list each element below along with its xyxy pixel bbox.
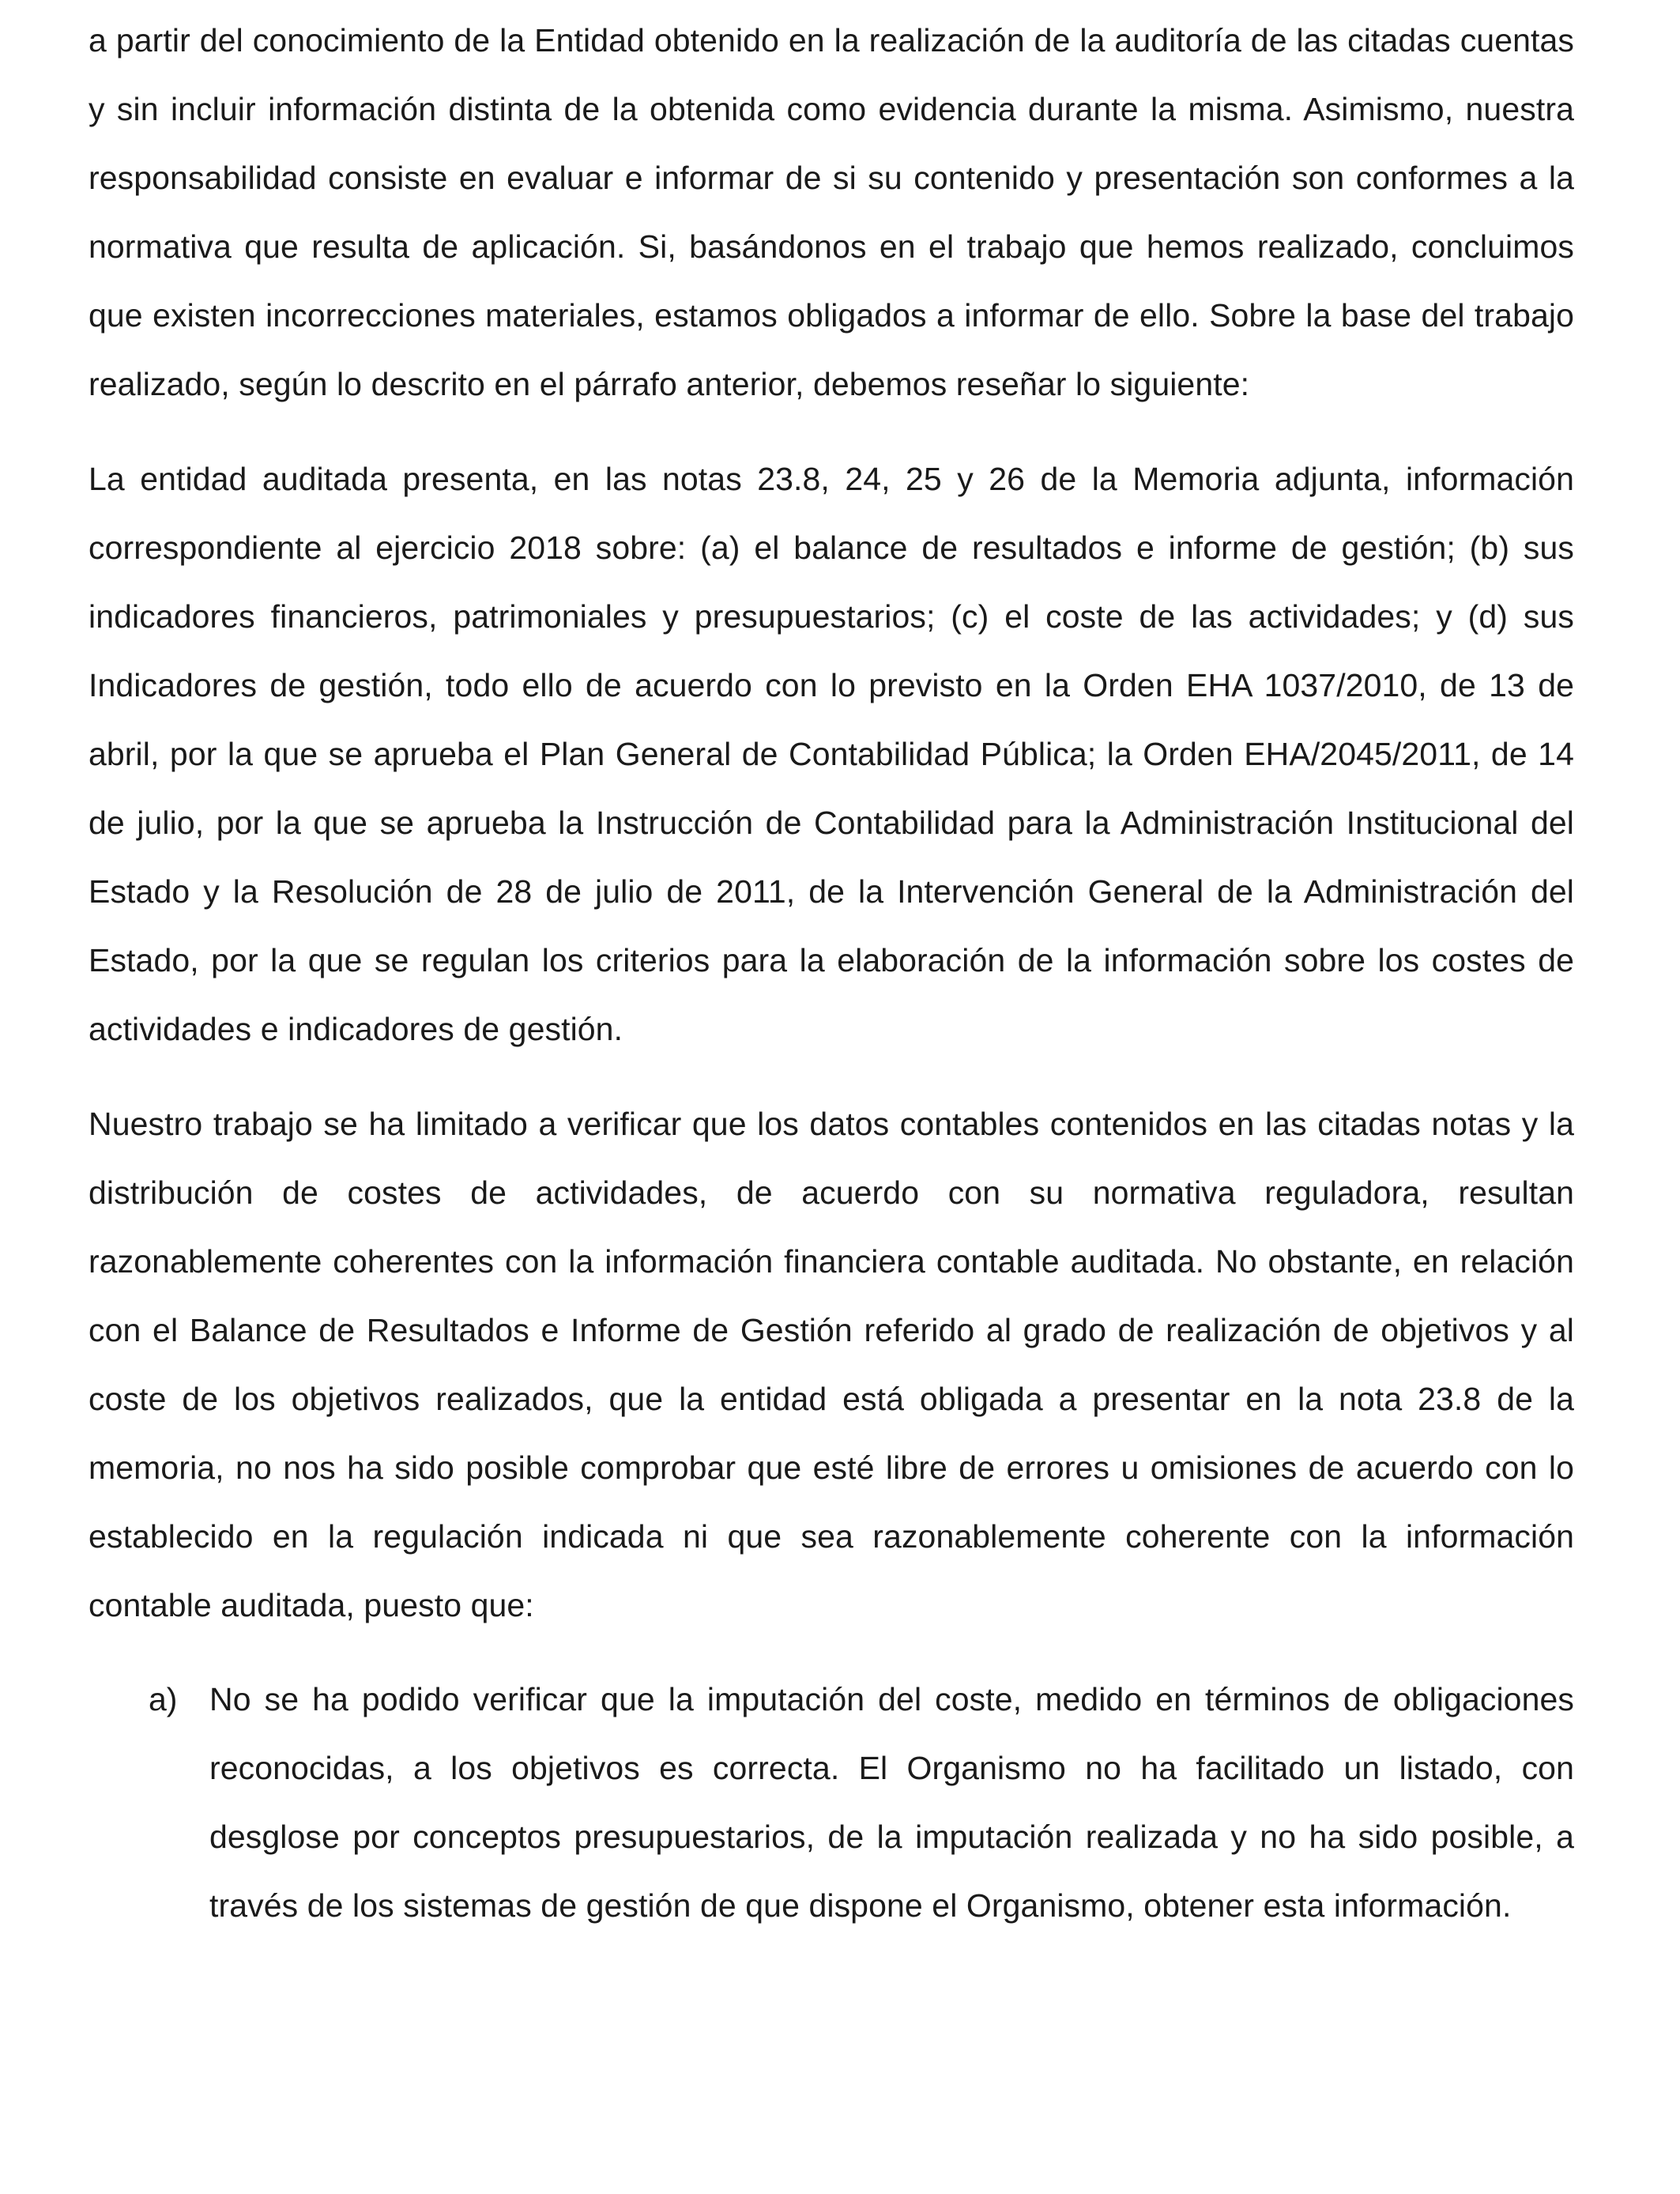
- paragraph-management-indicators: La entidad auditada presenta, en las notas 23.8, 24, 25 y 26 de la Memoria adjunta, información correspondiente al ejercicio 2018 sobre: (a) el balance de resultados e informe de gestión; (b) sus indicadores financieros, patrimoniales y presupuestarios; (c) el coste de las actividades; y (d) sus Indicadores de gestión, todo ello de acuerdo con lo previsto en la Orden EHA 1037/2010, de 13 de abril, por la que se aprueba el Plan General de Contabilidad Pública; la Orden EHA/2045/2011, de 14 de julio, por la que se aprueba la Instrucción de Contabilidad para la Administración Institucional del Estado y la Resolución de 28 de julio de 2011, de la Intervención General de la Administración del Estado, por la que se regulan los criterios para la elaboración de la información sobre los costes de actividades e indicadores de gestión.: [89, 461, 1574, 1047]
- list-item-text: No se ha podido verificar que la imputación del coste, medido en términos de obligaciones reconocidas, a los objetivos es correcta. El Organismo no ha facilitado un listado, con desglose por conceptos presupuestarios, de la imputación realizada y no ha sido posible, a través de los sistemas de gestión de que dispone el Organismo, obtener esta información.: [209, 1681, 1574, 1924]
- findings-list: [89, 1665, 1574, 1940]
- list-marker: a): [149, 1681, 178, 1717]
- paragraph-scope-limitation: Nuestro trabajo se ha limitado a verificar que los datos contables contenidos en las citadas notas y la distribución de costes de actividades, de acuerdo con su normativa reguladora, resultan razonablemente coherentes con la información financiera contable auditada. No obstante, en relación con el Balance de Resultados e Informe de Gestión referido al grado de realización de objetivos y al coste de los objetivos realizados, que la entidad está obligada a presentar en la nota 23.8 de la memoria, no nos ha sido posible comprobar que esté libre de errores u omisiones de acuerdo con lo establecido en la regulación indicada ni que sea razonablemente coherente con la información contable auditada, puesto que:: [89, 1106, 1574, 1623]
- paragraph-audit-responsibility: a partir del conocimiento de la Entidad obtenido en la realización de la auditoría de las citadas cuentas y sin incluir información distinta de la obtenida como evidencia durante la misma. Asimismo, nuestra responsabilidad consiste en evaluar e informar de si su contenido y presentación son conformes a la normativa que resulta de aplicación. Si, basándonos en el trabajo que hemos realizado, concluimos que existen incorrecciones materiales, estamos obligados a informar de ello. Sobre la base del trabajo realizado, según lo descrito en el párrafo anterior, debemos reseñar lo siguiente:: [89, 22, 1574, 402]
- list-item: [89, 1665, 1574, 1940]
- document-body: [89, 6, 1574, 1940]
